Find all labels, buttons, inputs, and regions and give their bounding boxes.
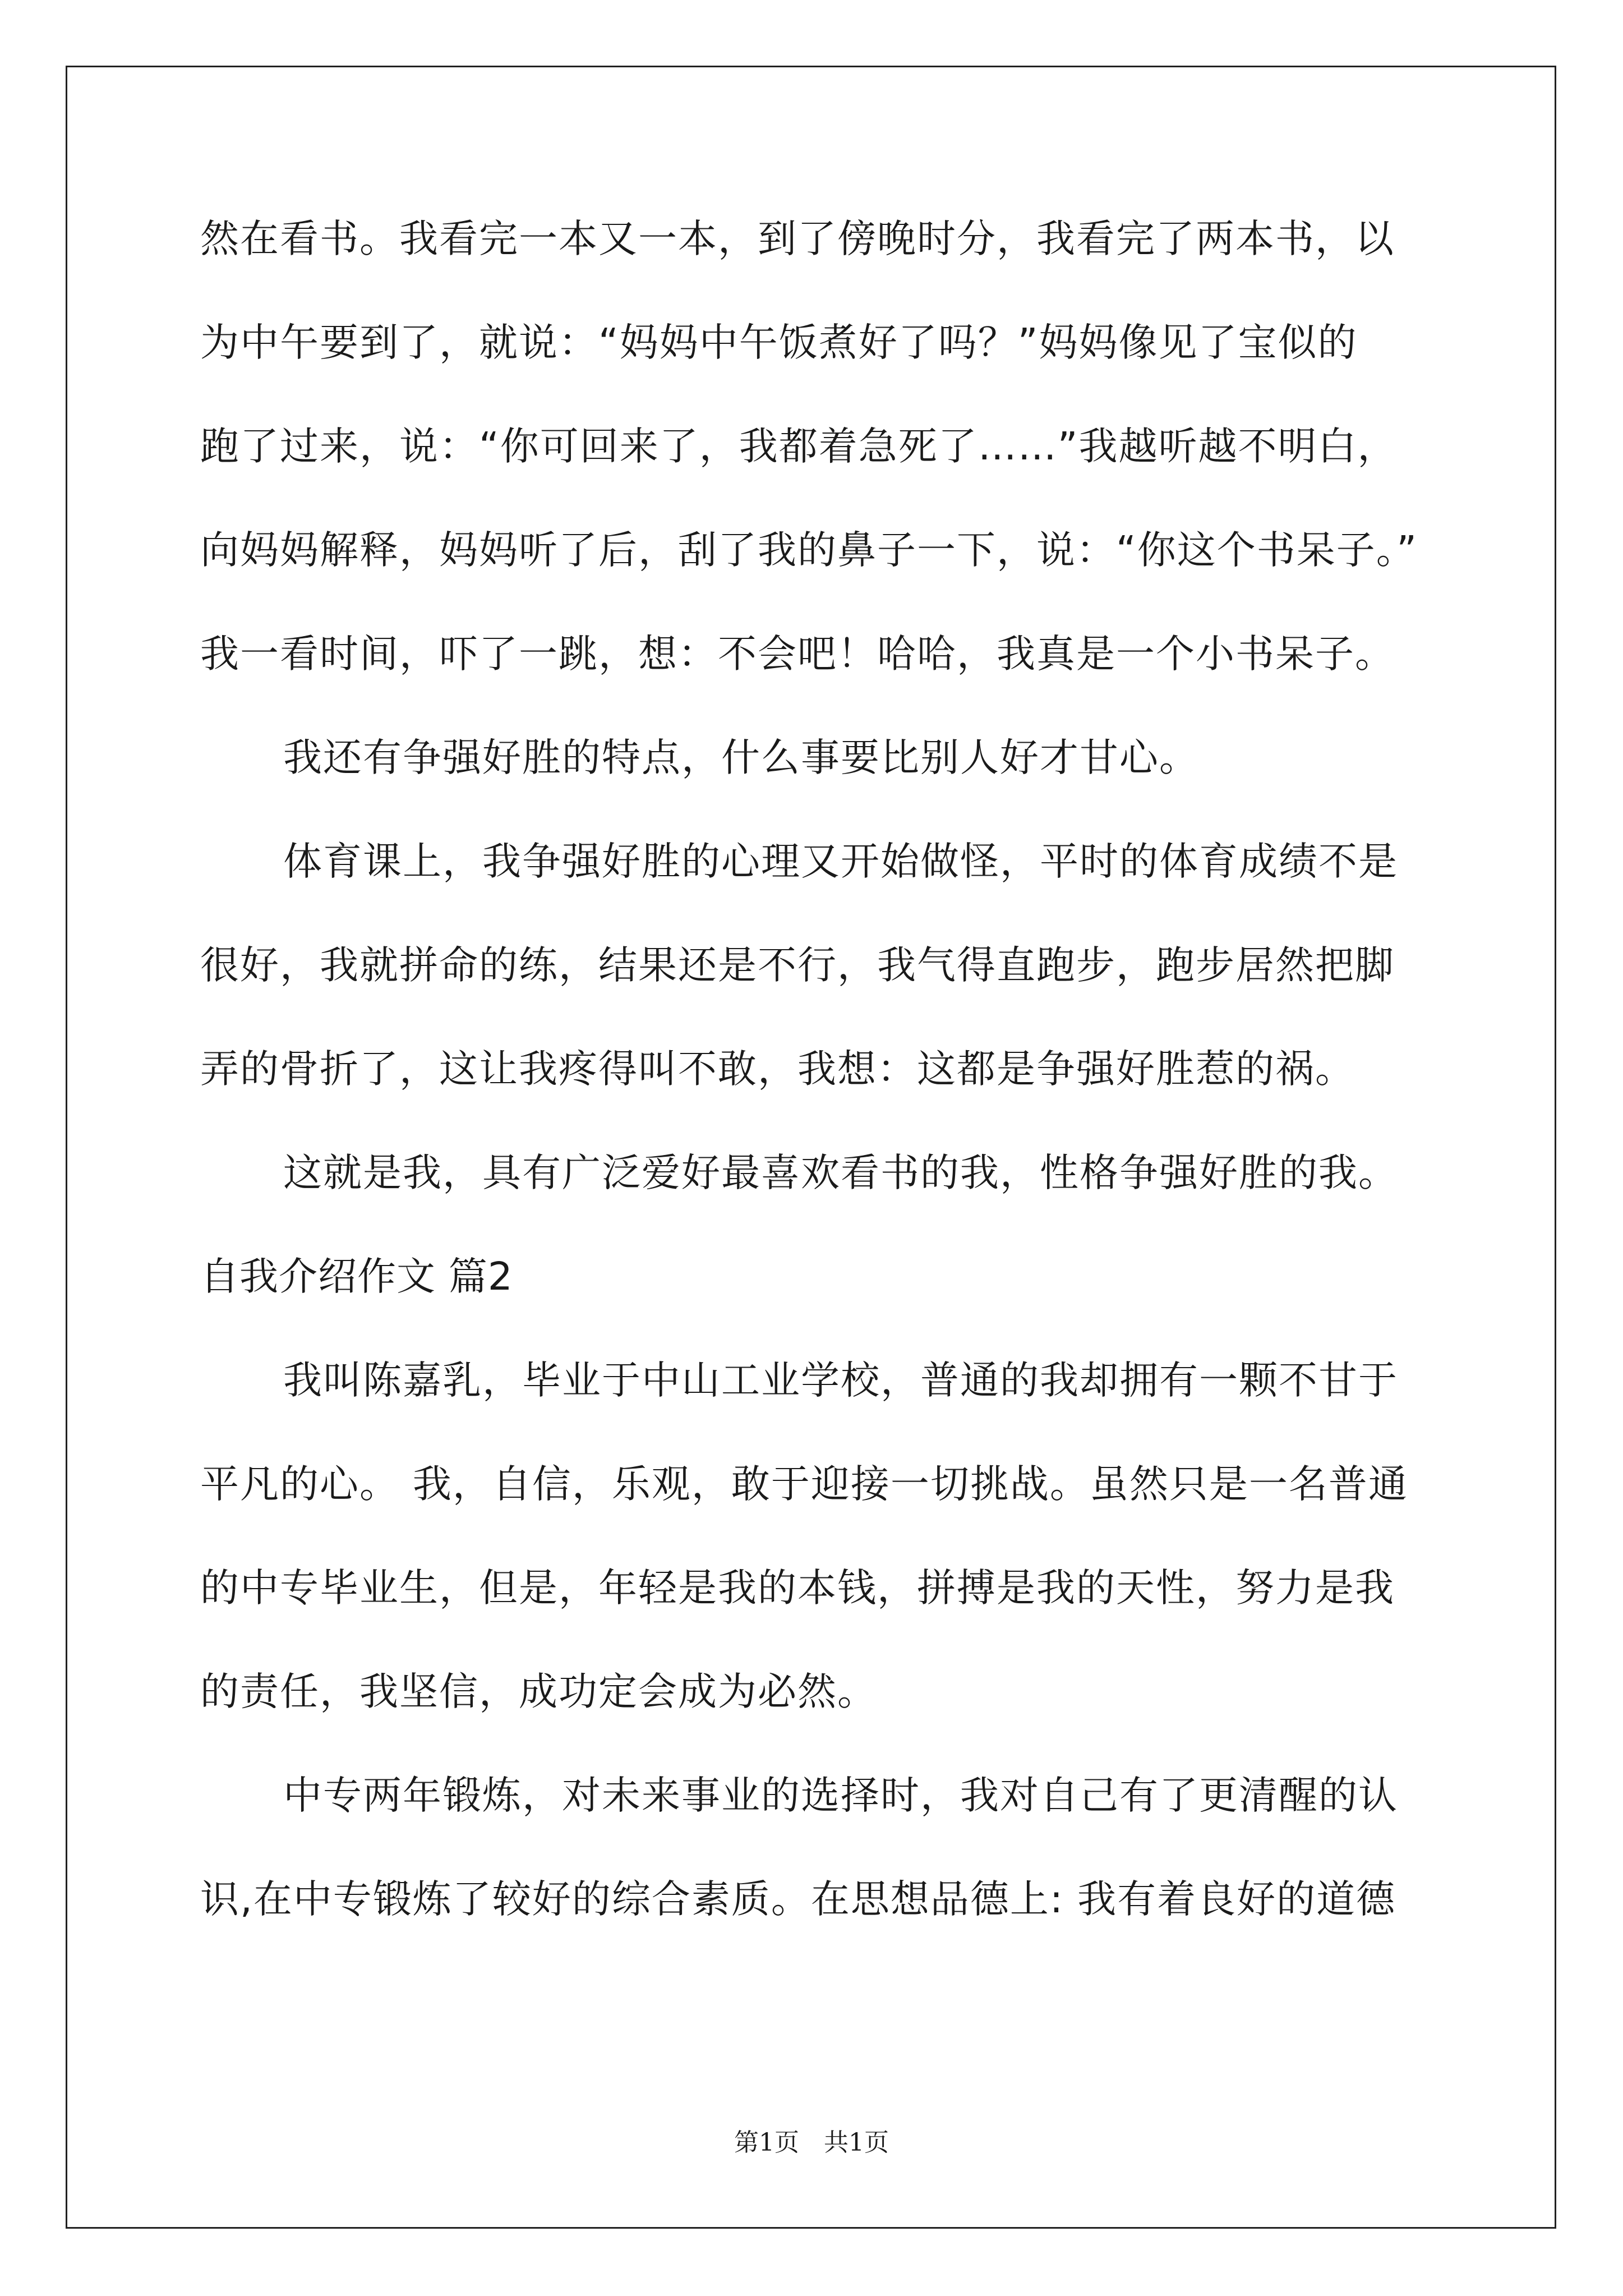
text-line-13: 平凡的心。 我，自信，乐观，敢于迎接一切挑战。虽然只是一名普通 xyxy=(200,1462,1408,1507)
text-line-8: 很好，我就拼命的练，结果还是不行，我气得直跑步，跑步居然把脚 xyxy=(200,943,1395,988)
text-line-1: 然在看书。我看完一本又一本，到了傍晚时分，我看完了两本书，以 xyxy=(200,217,1395,261)
text-line-17: 识,在中专锻炼了较好的综合素质。在思想品德上: 我有着良好的道德 xyxy=(200,1877,1396,1922)
text-line-2: 为中午要到了，就说：“妈妈中午饭煮好了吗？”妈妈像见了宝似的 xyxy=(200,320,1358,365)
section-heading: 自我介绍作文 篇2 xyxy=(200,1254,513,1299)
text-line-9: 弄的骨折了，这让我疼得叫不敢，我想：这都是争强好胜惹的祸。 xyxy=(200,1047,1355,1092)
document-body xyxy=(200,212,1451,1976)
text-line-7: 体育课上，我争强好胜的心理又开始做怪，平时的体育成绩不是 xyxy=(283,839,1398,884)
page-number-footer: 第1页 共1页 xyxy=(734,2128,889,2157)
text-line-12: 我叫陈嘉乳，毕业于中山工业学校，普通的我却拥有一颗不甘于 xyxy=(283,1358,1398,1403)
text-line-6: 我还有争强好胜的特点，什么事要比别人好才甘心。 xyxy=(283,735,1199,780)
text-line-4: 向妈妈解释，妈妈听了后，刮了我的鼻子一下，说：“你这个书呆子。” xyxy=(200,528,1418,573)
text-line-5: 我一看时间，吓了一跳，想：不会吧！哈哈，我真是一个小书呆子。 xyxy=(200,632,1395,677)
text-line-14: 的中专毕业生，但是，年轻是我的本钱，拼搏是我的天性，努力是我 xyxy=(200,1566,1395,1611)
text-line-15: 的责任，我坚信，成功定会成为必然。 xyxy=(200,1669,877,1714)
text-line-10: 这就是我，具有广泛爱好最喜欢看书的我，性格争强好胜的我。 xyxy=(283,1151,1398,1195)
text-line-16: 中专两年锻炼，对未来事业的选择时，我对自己有了更清醒的认 xyxy=(283,1773,1398,1818)
text-line-3: 跑了过来，说：“你可回来了，我都着急死了……”我越听越不明白， xyxy=(200,424,1398,469)
